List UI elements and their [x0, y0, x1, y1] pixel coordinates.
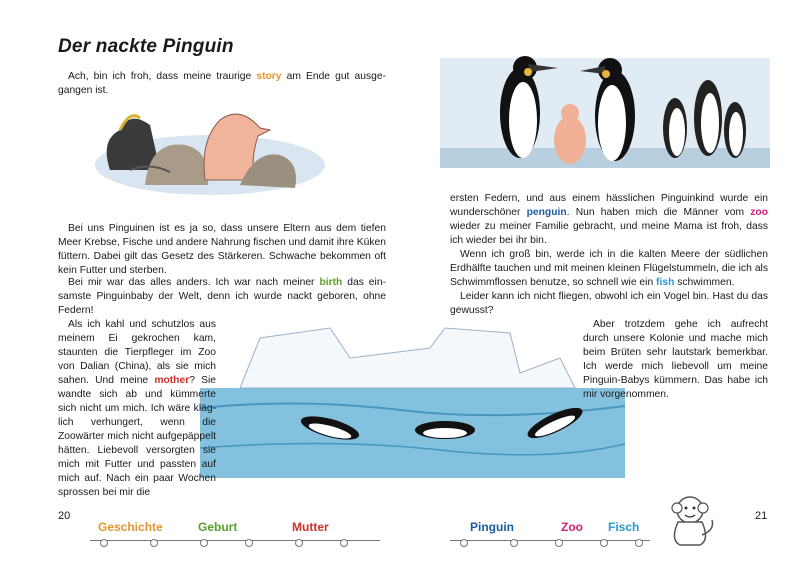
keyword-fish: fish — [656, 277, 675, 288]
vocab-geburt: Geburt — [198, 520, 238, 534]
train-wheel — [340, 539, 348, 547]
monkey-mascot-icon — [660, 490, 720, 550]
keyword-penguin: penguin — [526, 207, 567, 218]
page-number-left: 20 — [58, 510, 71, 522]
train-wheel — [510, 539, 518, 547]
paragraph-southern-seas: Wenn ich groß bin, werde ich in die kalten Meere der südlichen Erdhälfte tauchen und mit meinen kleinen Flügelstummeln, die ich als Schwimmflossen benutze, so schnell wie ein fish schwimmen. — [450, 249, 768, 288]
train-wheel — [245, 539, 253, 547]
train-wheel — [150, 539, 158, 547]
swimming-penguin — [415, 421, 475, 439]
train-wheel — [635, 539, 643, 547]
paragraph-new-feathers: ersten Federn, und aus einem hässlichen Pinguinkind wurde ein wunderschöner penguin. Nun haben mich die Männer vom zoo wieder zu meiner Familie gebracht, und meine Mama ist froh, dass ich wieder bei ihr bin. — [450, 193, 768, 246]
paragraph-colony: Aber trotzdem gehe ich aufrecht durch unsere Kolonie und mache mich beim Brüten sehr lautstark bemerkbar. Ich werde mich liebevoll um meine Pinguin-Babys kümmern. Das habe ich mir vorgenommen. — [583, 319, 768, 400]
train-wheel — [200, 539, 208, 547]
keyword-zoo: zoo — [750, 207, 768, 218]
vocab-geschichte: Geschichte — [98, 520, 163, 534]
icebergs-swimming-penguins-illustration — [180, 318, 635, 488]
train-wheel — [295, 539, 303, 547]
keyword-story: story — [256, 71, 282, 82]
train-wheel — [600, 539, 608, 547]
train-wheel — [460, 539, 468, 547]
vocab-zoo: Zoo — [561, 520, 583, 534]
keyword-mother: mother — [154, 375, 190, 386]
keyword-birth: birth — [319, 277, 343, 288]
page-number-right: 21 — [755, 510, 768, 522]
paragraph-cannot-fly: Leider kann ich nicht fliegen, obwohl ich ein Vogel bin. Hast du das gewusst? — [450, 291, 768, 316]
paragraph-birth: Bei mir war das alles anders. Ich war nach meiner birth das einsamste Pinguinbaby der Welt, denn ich wurde nackt geboren, ohne Federn! — [58, 277, 386, 316]
page-title: Der nackte Pinguin — [58, 36, 234, 57]
paragraph-parents-feeding: Bei uns Pinguinen ist es ja so, dass unsere Eltern aus dem tiefen Meer Krebse, Fische und andere Nahrung fischen und damit ihre Küken füttern. Dabei gilt das Gesetz des Stärkeren. Schwache bekommen oft kein Futter und sterben. — [58, 223, 386, 276]
train-rail-right — [450, 540, 650, 541]
hatching-chick-illustration — [90, 100, 330, 210]
intro-paragraph: Ach, bin ich froh, dass meine traurige story am Ende gut ausgegangen ist. — [58, 71, 386, 96]
train-wheel — [100, 539, 108, 547]
penguin-family-illustration — [440, 28, 770, 178]
train-rail-left — [90, 540, 380, 541]
train-wheel — [555, 539, 563, 547]
vocab-mutter: Mutter — [292, 520, 329, 534]
vocab-pinguin: Pinguin — [470, 520, 514, 534]
paragraph-zoo-keepers: Als ich kahl und schutzlos aus meinem Ei gekrochen kam, staunten die Tierpfleger im Zoo von Dalian (China), als sie mich sahen. Und meine mother? Sie wandte sich ab und kümmerte sich nicht um mich. Ich wäre kläglich verhungert, wenn die Zoowärter mich nicht aufgepäppelt hätten. Liebevoll versorgten sie mich mit Futter und passten auf mich auf. Nach ein paar Wochen sprossen bei mir die — [58, 319, 216, 498]
vocab-fisch: Fisch — [608, 520, 640, 534]
